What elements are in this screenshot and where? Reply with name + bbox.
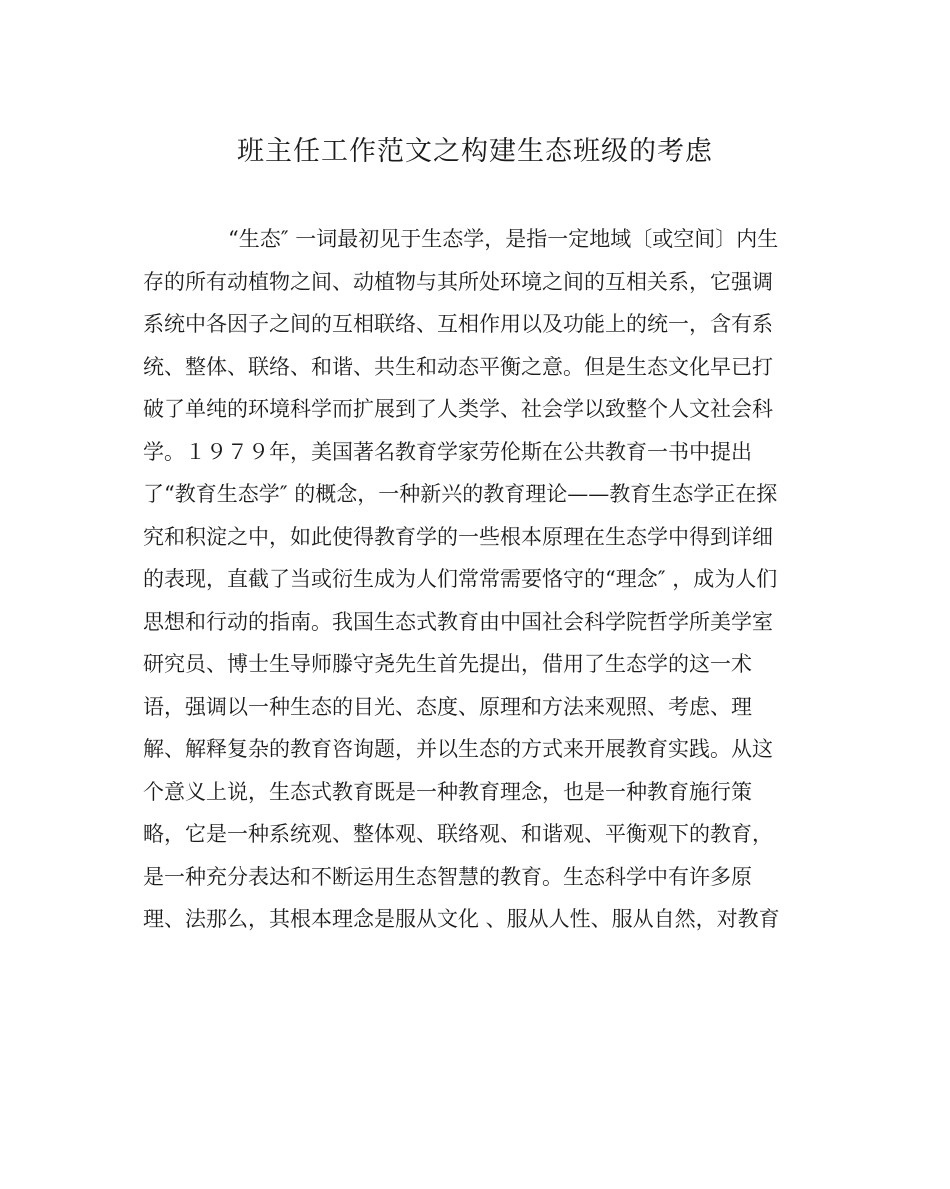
paragraph-line: 系统中各因子之间的互相联络、互相作用以及功能上的统一，含有系	[143, 312, 773, 336]
paragraph-line: 了“教育生态学″ 的概念，一种新兴的教育理论——教育生态学正在探	[143, 482, 778, 506]
paragraph-line: 是一种充分表达和不断运用生态智慧的教育。生态科学中有许多原	[143, 864, 752, 889]
paragraph-line: 理、法那么，其根本理念是服从文化 、服从人性、服从自然，对教育	[143, 907, 780, 931]
paragraph-line: 个意义上说，生态式教育既是一种教育理念，也是一种教育施行策	[143, 779, 752, 804]
paragraph-line: 破了单纯的环境科学而扩展到了人类学、社会学以致整个人文社会科	[143, 397, 773, 421]
paragraph-line: 解、解释复杂的教育咨询题，并以生态的方式来开展教育实践。从这	[143, 737, 773, 761]
paragraph-line: 研究员、博士生导师滕守尧先生首先提出，借用了生态学的这一术	[143, 652, 752, 676]
paragraph-line: “生态″ 一词最初见于生态学，是指一定地域〔或空间〕内生	[228, 227, 779, 251]
paragraph-line: 语，强调以一种生态的目光、态度、原理和方法来观照、考虑、理	[143, 694, 752, 719]
paragraph-line: 思想和行动的指南。我国生态式教育由中国社会科学院哲学所美学室	[143, 609, 773, 634]
body-paragraph	[143, 218, 808, 941]
paragraph-line: 统、整体、联络、和谐、共生和动态平衡之意。但是生态文化早已打	[143, 354, 773, 379]
paragraph-line: 存的所有动植物之间、动植物与其所处环境之间的互相关系，它强调	[143, 269, 773, 294]
paragraph-line: 学。１９７９年，美国著名教育学家劳伦斯在公共教育一书中提出	[143, 439, 752, 464]
document-title: 班主任工作范文之构建生态班级的考虑	[237, 136, 713, 167]
paragraph-line: 略，它是一种系统观、整体观、联络观、和谐观、平衡观下的教育，	[143, 822, 773, 846]
paragraph-line: 究和积淀之中，如此使得教育学的一些根本原理在生态学中得到详细	[143, 524, 773, 549]
paragraph-line: 的表现，直截了当或衍生成为人们常常需要恪守的“理念″ ，成为人们	[143, 567, 778, 591]
